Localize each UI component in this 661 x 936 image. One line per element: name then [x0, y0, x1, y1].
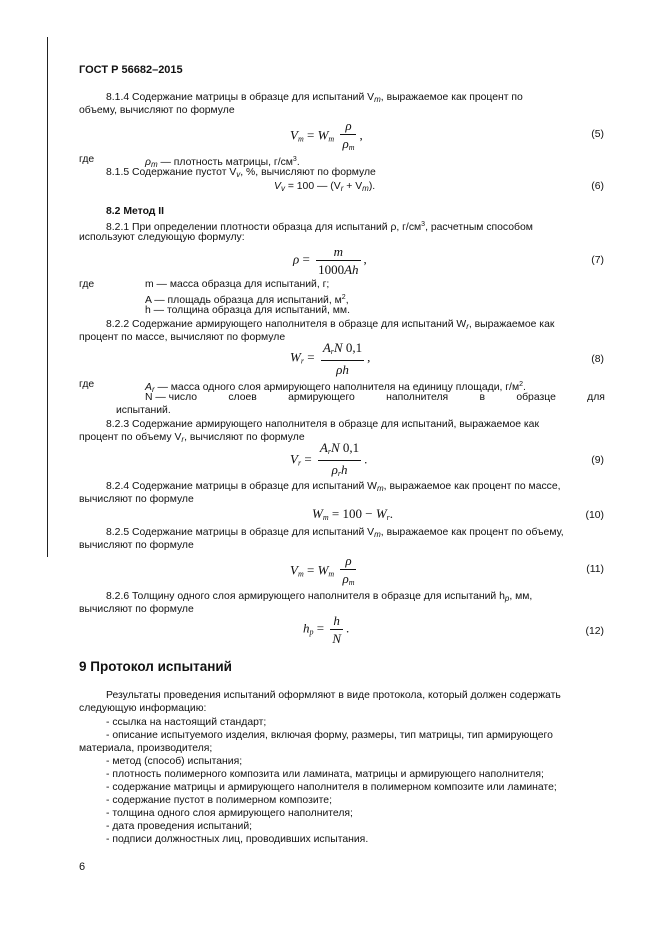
equation-number-5: (5) — [591, 129, 604, 140]
para-8-2-3-line1: 8.2.3 Содержание армирующего наполнителя в образце для испытаний, выражаемое как — [106, 419, 540, 430]
equation-number-7: (7) — [591, 255, 604, 266]
def-m: m — масса образца для испытаний, г; — [145, 279, 330, 290]
para-8-2-6-line1: 8.2.6 Толщину одного слоя армирующего наполнителя в образце для испытаний $h_p$, мм, — [106, 591, 533, 603]
para-8-2-5-line1: 8.2.5 Содержание матрицы в образце для испытаний $V_m$, выражаемое как процент по объему, — [106, 527, 564, 539]
para-8-2-2-line2: процент по массе, вычисляют по формуле — [79, 332, 286, 343]
equation-number-9: (9) — [591, 455, 604, 466]
equation-number-11: (11) — [586, 564, 604, 575]
para-9-line1: Результаты проведения испытаний оформляют в виде протокола, который должен содержать — [106, 690, 561, 701]
def-A: A — площадь образца для испытаний, $м^2$, — [145, 294, 349, 306]
where-label: где — [79, 379, 95, 390]
list-item-cont: материала, производителя; — [79, 743, 213, 754]
para-8-2-4-line2: вычисляют по формуле — [79, 494, 194, 505]
formula-6: $V_v = 100$ — $(V_r + V_m)$. — [274, 181, 376, 193]
para-8-1-4-line1: 8.1.4 Содержание матрицы в образце для испытаний $V_m$, выражаемое как процент по — [106, 92, 523, 104]
formula-7: ρ = $\frac{m}{1000Ah}$ , — [293, 244, 367, 277]
para-8-2-5-line2: вычисляют по формуле — [79, 540, 194, 551]
section-9-title: 9 Протокол испытаний — [79, 659, 232, 674]
def-Ar: $A_r$ — масса одного слоя армирующего наполнителя на единицу площади, $г/м^2$. — [145, 381, 526, 394]
para-9-line2: следующую информацию: — [79, 703, 207, 714]
list-item: - описание испытуемого изделия, включая форму, размеры, тип матрицы, тип армирующего — [106, 730, 553, 741]
def-N-cont: испытаний. — [116, 405, 171, 416]
list-item: - плотность полимерного композита или ламината, матрицы и армирующего наполнителя; — [106, 769, 544, 780]
list-item: - метод (способ) испытания; — [106, 756, 243, 767]
def-rho-m: $\rho_m$ — плотность матрицы, $г/см^3$. — [145, 156, 300, 169]
def-h: h — толщина образца для испытаний, мм. — [145, 305, 350, 316]
formula-12: $h_p$ = $\frac{h}{N}$ . — [303, 613, 350, 646]
formula-10: $W_m = 100 - W_r$. — [312, 506, 394, 522]
page-number: 6 — [79, 861, 86, 873]
list-item: - содержание пустот в полимерном композите; — [106, 795, 332, 806]
equation-number-8: (8) — [591, 354, 604, 365]
formula-8: $W_r$ = $\frac{A_rN 0,1}{\rho h}$ , — [290, 340, 371, 377]
list-item: - ссылка на настоящий стандарт; — [106, 717, 267, 728]
list-item: - содержание матрицы и армирующего наполнителя в полимерном композите или ламинате; — [106, 782, 557, 793]
equation-number-6: (6) — [591, 181, 604, 192]
formula-5: $V_m = W_m$ $\frac{\rho}{\rho_m}$ , — [290, 118, 363, 152]
para-8-2-3-line2: процент по объему $V_r$, вычисляют по формуле — [79, 432, 305, 444]
section-8-2-title: 8.2 Метод II — [106, 206, 165, 217]
formula-11: $V_m = W_m$ $\frac{\rho}{\rho_m}$ — [290, 553, 355, 587]
para-8-2-1-line2: используют следующую формулу: — [79, 232, 245, 243]
document-header: ГОСТ Р 56682–2015 — [79, 64, 183, 76]
list-item: - дата проведения испытаний; — [106, 821, 253, 832]
where-label: где — [79, 279, 95, 290]
list-item: - толщина одного слоя армирующего наполнителя; — [106, 808, 353, 819]
para-8-1-5: 8.1.5 Содержание пустот $V_v$, %, вычисляют по формуле — [106, 167, 376, 179]
formula-9: $V_r$ = $\frac{A_rN 0,1}{\rho_rh}$ . — [290, 440, 368, 478]
margin-rule — [47, 37, 48, 557]
where-label: где — [79, 154, 95, 165]
para-8-2-1-line1: 8.2.1 При определении плотности образца для испытаний ρ, $г/см^3$, расчетным способом — [106, 221, 533, 233]
list-item: - подписи должностных лиц, проводивших испытания. — [106, 834, 369, 845]
para-8-1-4-line2: объему, вычисляют по формуле — [79, 105, 235, 116]
para-8-2-6-line2: вычисляют по формуле — [79, 604, 194, 615]
equation-number-10: (10) — [585, 510, 604, 521]
para-8-2-4-line1: 8.2.4 Содержание матрицы в образце для испытаний $W_m$, выражаемое как процент по массе, — [106, 481, 561, 493]
para-8-2-2-line1: 8.2.2 Содержание армирующего наполнителя в образце для испытаний $W_r$, выражаемое как — [106, 319, 555, 331]
equation-number-12: (12) — [585, 626, 604, 637]
def-N: N — число слоев армирующего наполнителя в образце для — [145, 392, 605, 403]
